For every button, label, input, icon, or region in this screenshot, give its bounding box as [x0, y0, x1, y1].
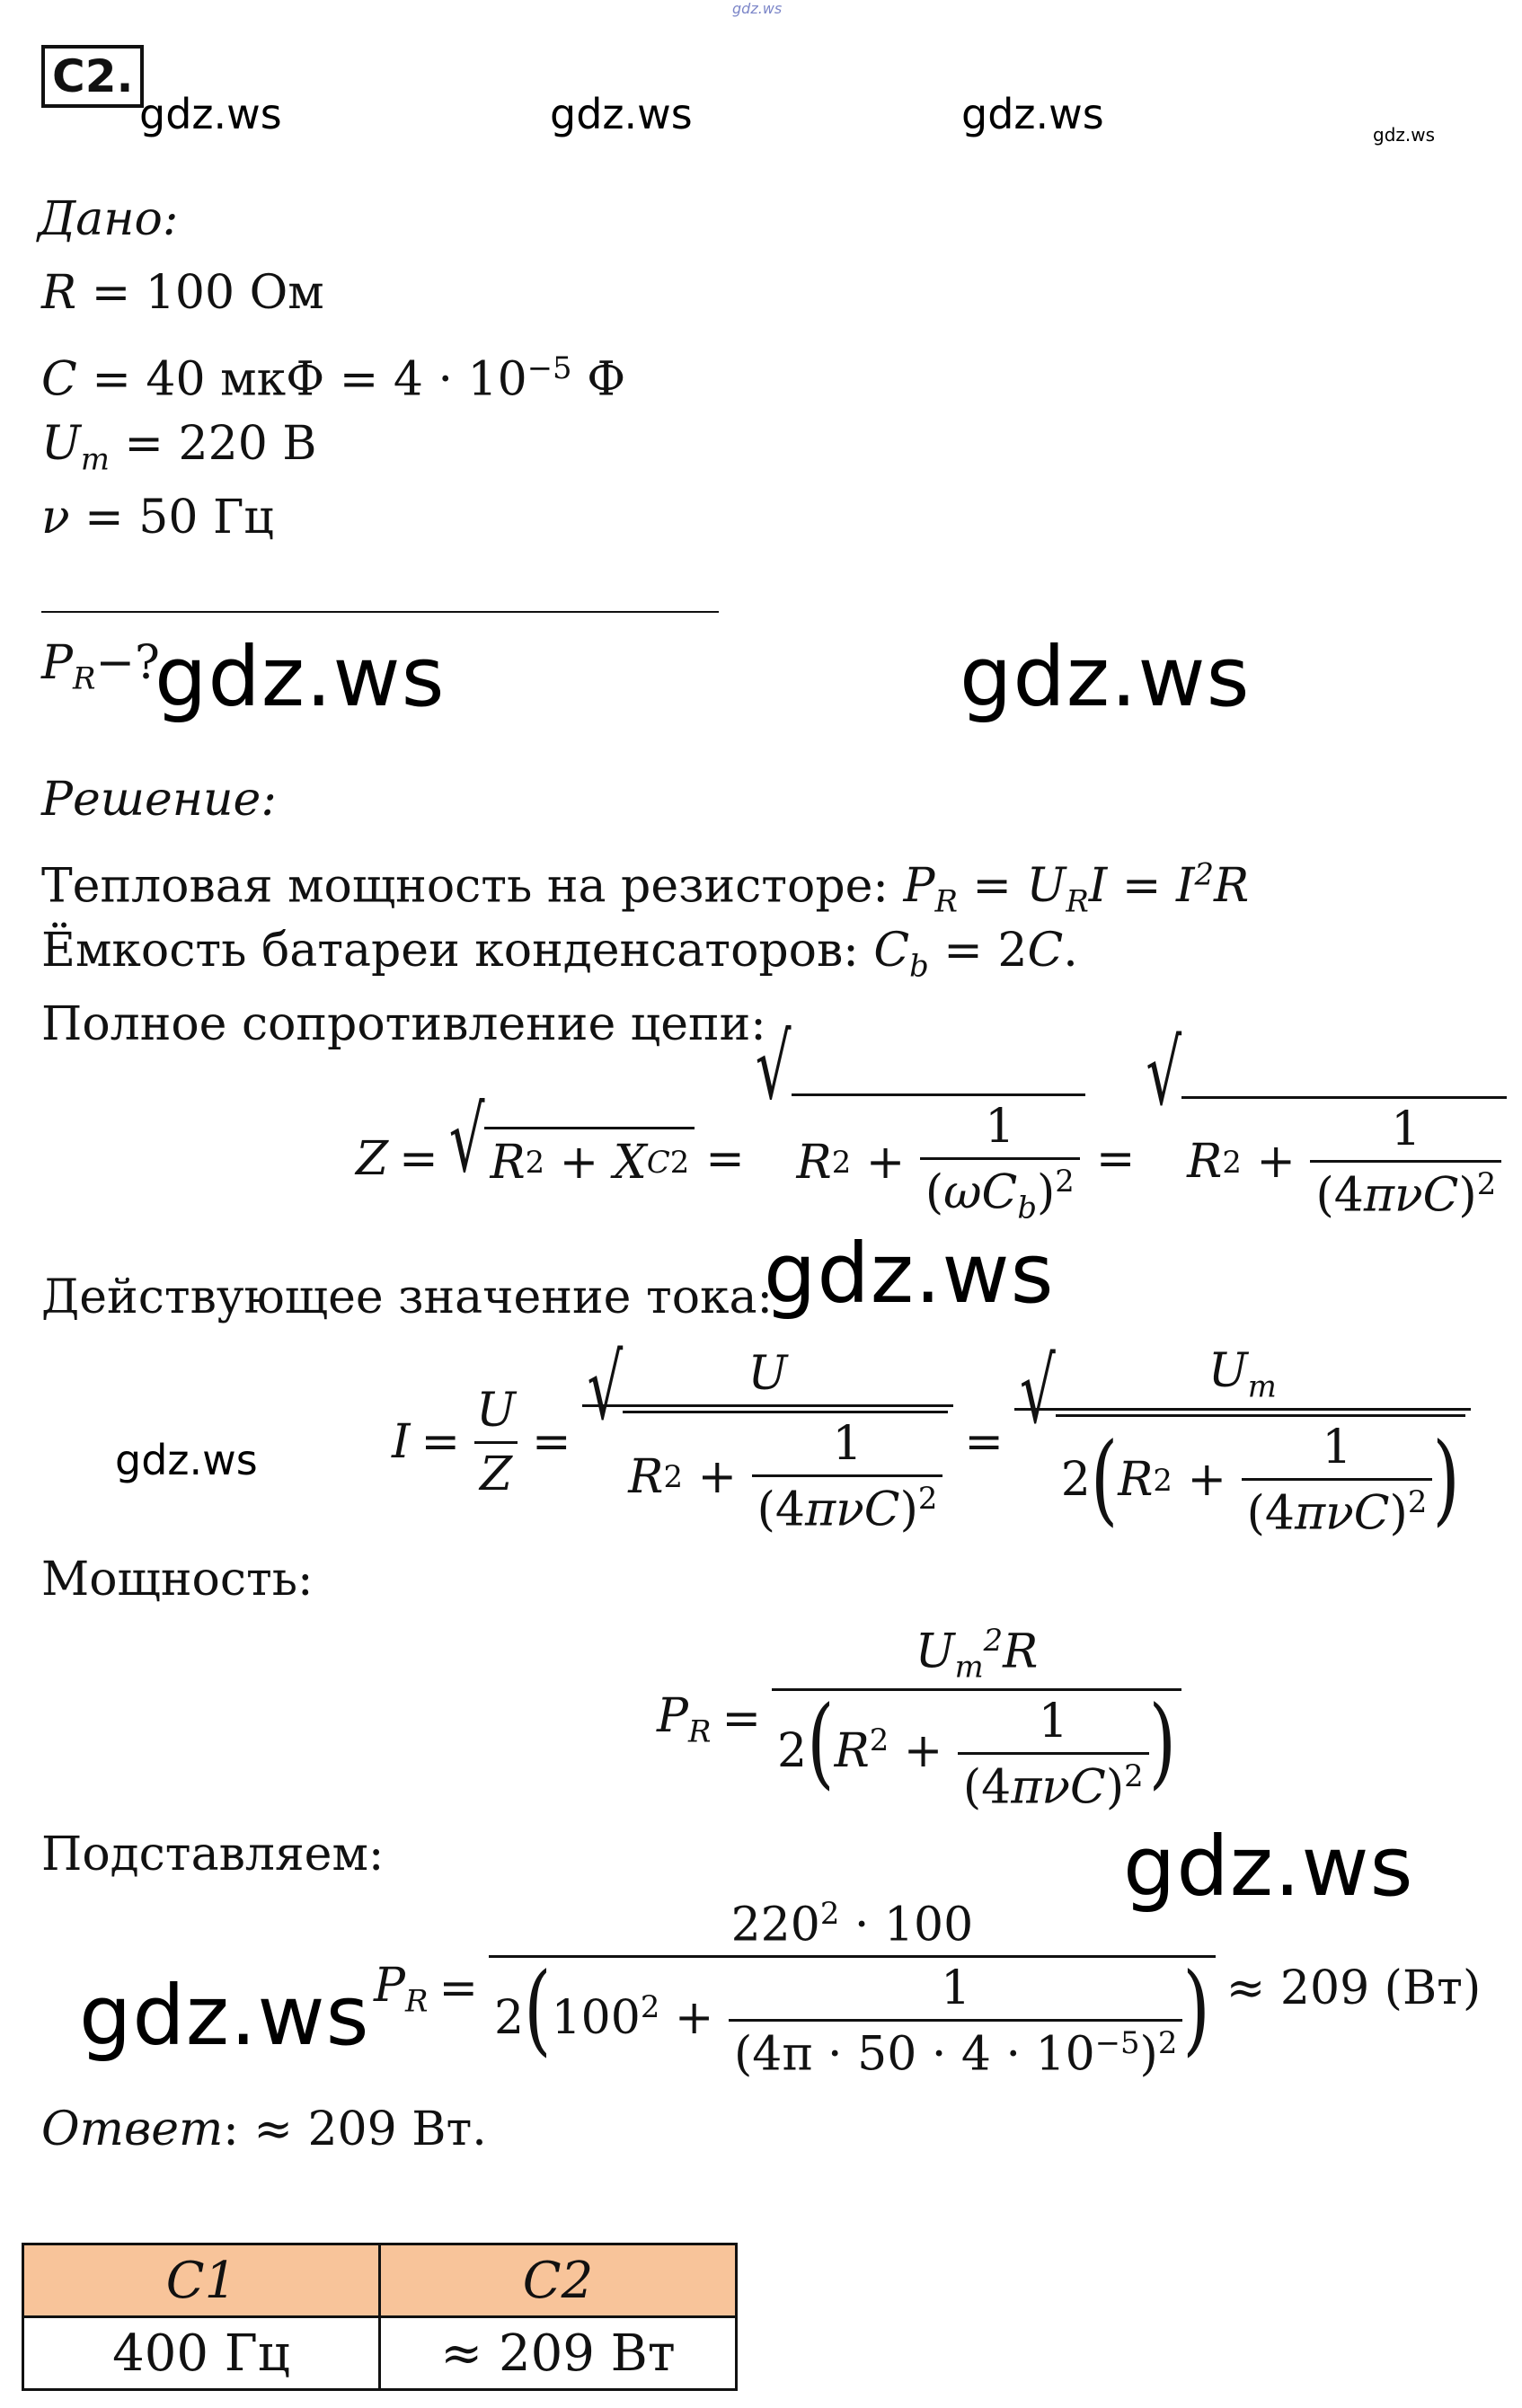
- solution-line-capacitance: Ёмкость батареи конденсаторов: $C_b = 2C$.: [41, 924, 1078, 984]
- watermark: gdz.ws: [550, 90, 693, 138]
- table-header-cell: C1: [23, 2244, 380, 2317]
- table-row: [23, 2317, 737, 2390]
- answers-table: [22, 2243, 738, 2391]
- watermark: gdz.ws: [155, 629, 446, 725]
- solution-label: Решение:: [41, 773, 277, 827]
- given-divider: [41, 611, 719, 613]
- power-formula: $P_R$ = $U_m^2R$ $2(R^2$ + $\frac{1}{(4\pi\nu C)^2}$ ): [651, 1625, 1187, 1813]
- table-cell: 400 Гц: [23, 2317, 380, 2390]
- given-label: Дано:: [38, 192, 179, 246]
- result-value: ≈ 209 (Вт): [1226, 1961, 1482, 2015]
- given-line-Um: $U_m = 220$ В: [41, 417, 317, 477]
- solution-line-substitute-text: Подставляем:: [41, 1828, 385, 1881]
- given-line-C: C = 40 мкФ = $4 \cdot 10^{-5}$ Ф: [41, 350, 626, 407]
- watermark: gdz.ws: [960, 629, 1251, 725]
- watermark: gdz.ws: [1123, 1819, 1414, 1915]
- solution-line-power-text: Мощность:: [41, 1553, 314, 1607]
- impedance-formula: Z = √ R 2 + X C 2 = √ R 2 + $\frac{1}{(\omega C_b)^2}$ = √ R 2 + $\frac{1}{(4\pi\nu C)^2}$: [350, 1078, 1512, 1240]
- table-header-row: [23, 2244, 737, 2317]
- task-number-box: С2.: [41, 45, 144, 108]
- table-cell: ≈ 209 Вт: [380, 2317, 737, 2390]
- unknown-quantity: $P_R-$?: [41, 636, 160, 696]
- given-line-R: R = 100 Ом: [41, 266, 324, 320]
- watermark: gdz.ws: [139, 90, 282, 138]
- substitution-formula: $P_R$ = $220^2 \cdot 100$ $2(100^2$ + $\frac{1}{(4\pi \cdot 50 \cdot 4 \cdot 10^{-5})^2}$ ) ≈ 209 (Вт): [374, 1895, 1482, 2082]
- watermark: gdz.ws: [79, 1968, 370, 2064]
- watermark: gdz.ws: [764, 1226, 1055, 1322]
- solution-line-impedance-text: Полное сопротивление цепи:: [41, 997, 766, 1051]
- solution-line-current-text: Действующее значение тока:: [41, 1270, 774, 1324]
- watermark: gdz.ws: [1373, 124, 1436, 146]
- watermark: gdz.ws: [961, 90, 1104, 138]
- given-line-nu: ν = 50 Гц: [41, 491, 274, 544]
- solution-line-thermal-power: Тепловая мощность на резисторе: $P_R = U_RI = I^2R$: [41, 857, 1250, 919]
- current-formula: I = $\frac{U}{Z}$ = U √ R 2 + $\frac{1}{(4\pi\nu C)^2}$ = $U_m$ √ 2 ( R 2 + $\frac{1}{(4\pi\nu C)^2}$ ): [386, 1339, 1476, 1545]
- watermark: gdz.ws: [115, 1436, 258, 1484]
- table-header-cell: C2: [380, 2244, 737, 2317]
- top-watermark: gdz.ws: [732, 0, 783, 17]
- answer-line: Ответ: ≈ 209 Вт.: [41, 2103, 487, 2156]
